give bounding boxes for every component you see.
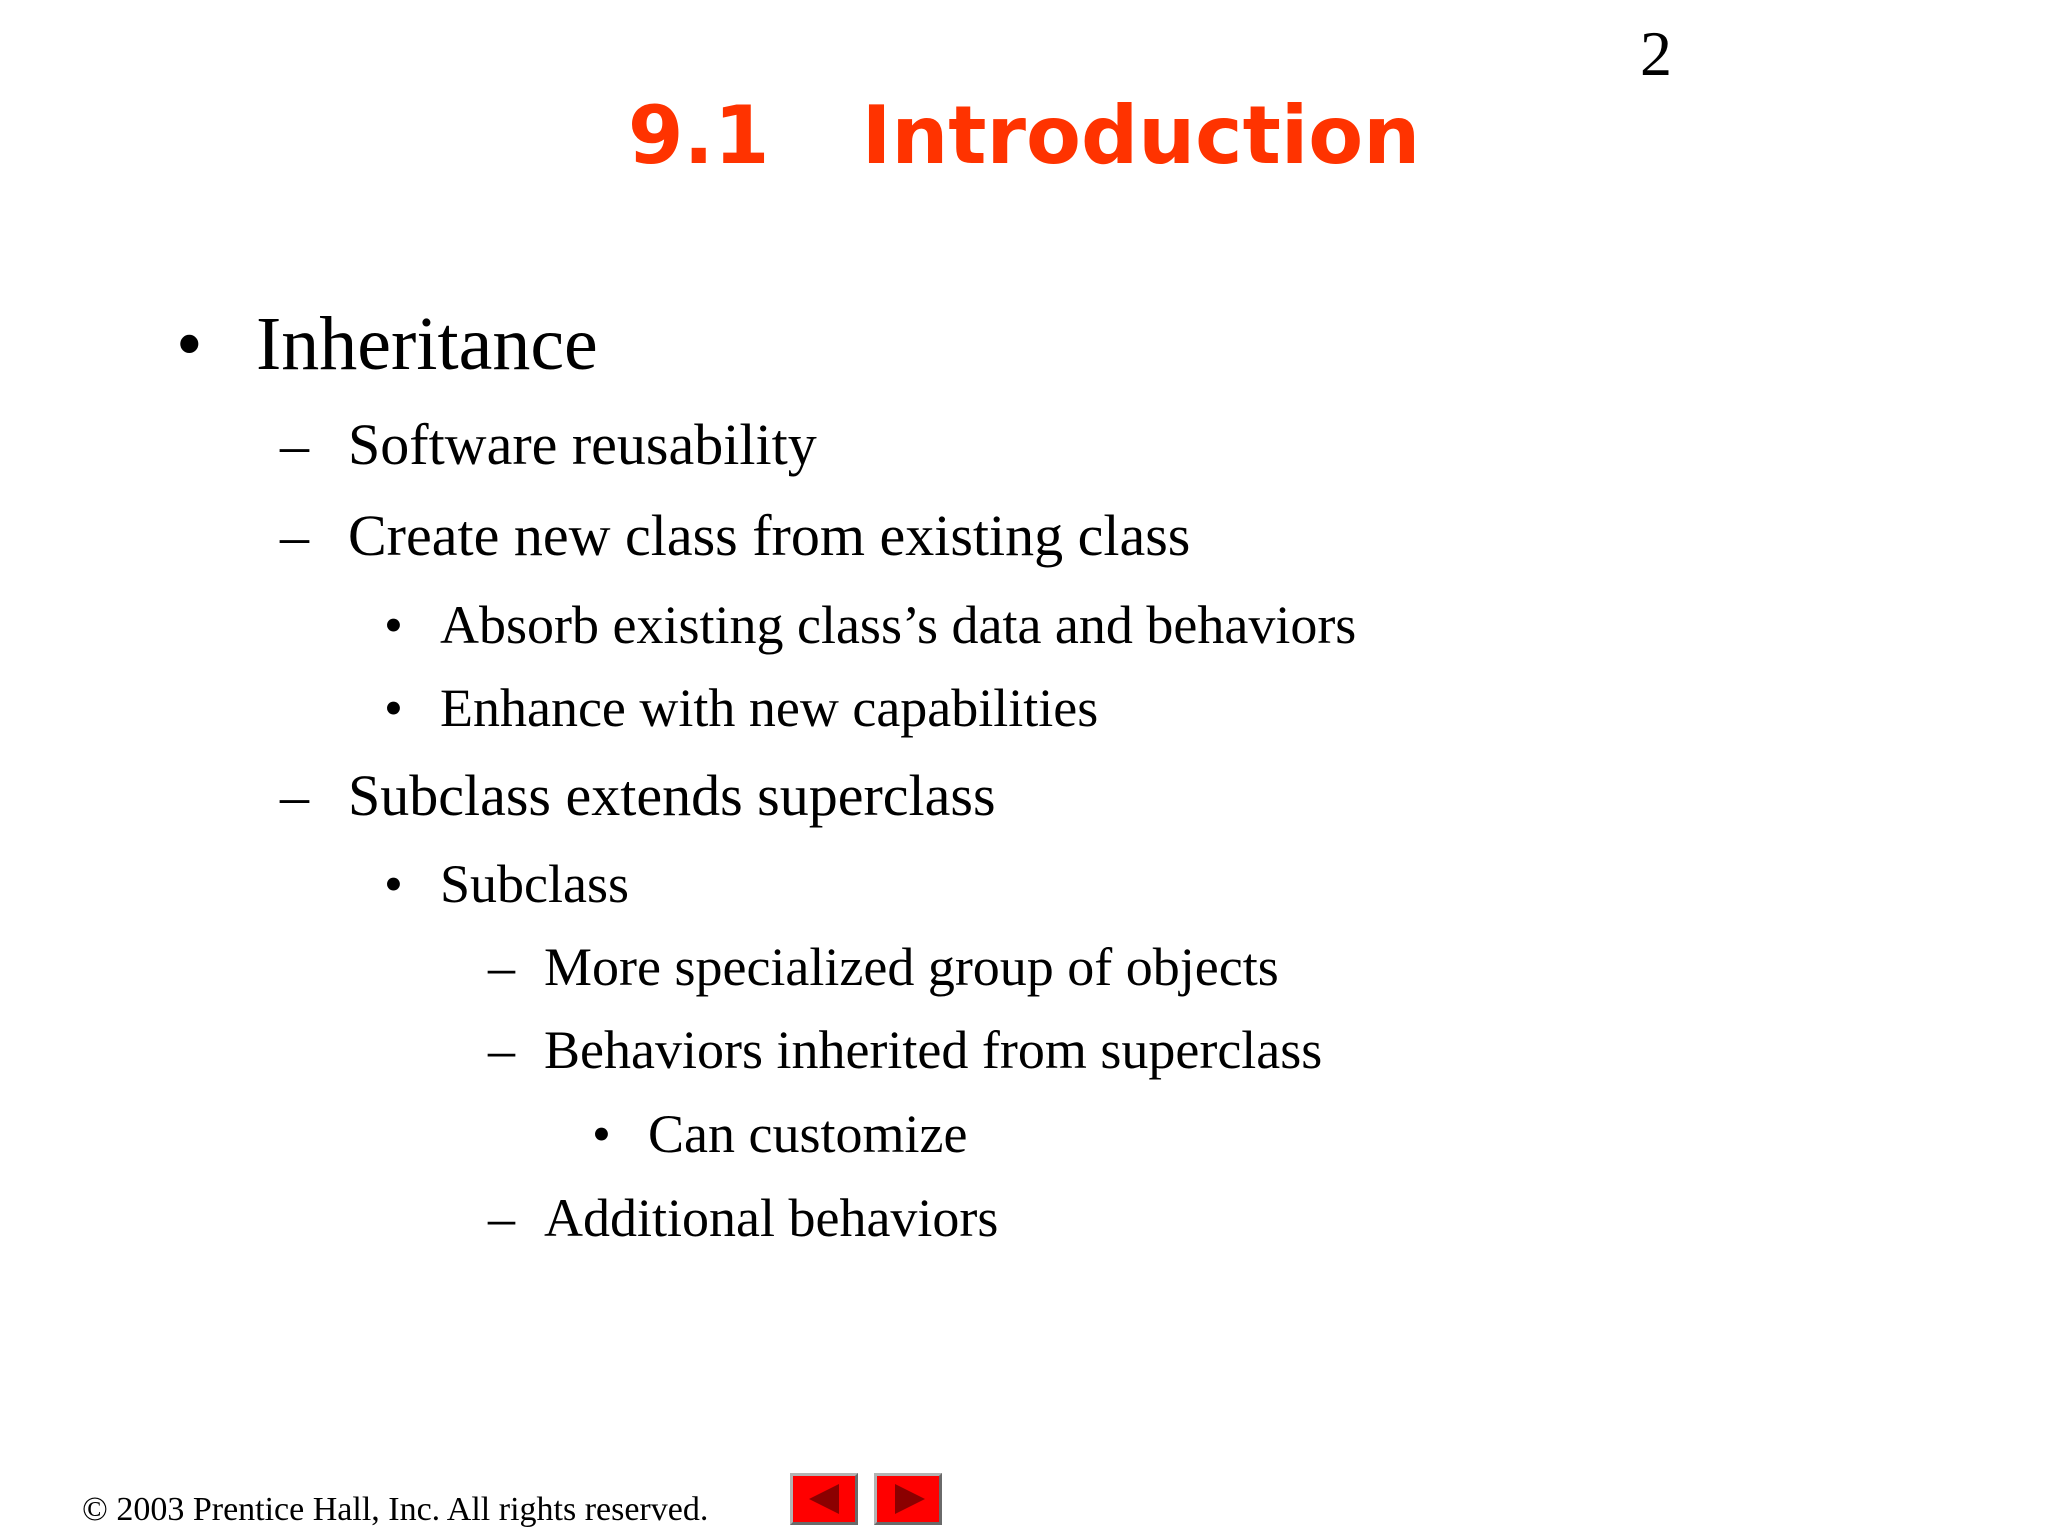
bullet-dot: • [592,1104,611,1164]
outline-item-text: Software reusability [348,412,817,477]
bullet-dot: • [384,595,403,655]
outline-item-create-new-class [280,503,1191,568]
triangle-left-icon [793,1476,855,1522]
bullet-dash: – [280,412,309,477]
outline-item-text: Subclass [440,854,629,914]
bullet-dash: – [488,937,515,997]
outline-item-inheritance [176,302,598,386]
bullet-dash: – [280,763,309,828]
next-slide-button[interactable] [874,1473,942,1525]
section-number: 9.1 [627,89,770,182]
outline-item-subclass-extends [280,763,996,828]
outline-item-text: Enhance with new capabilities [440,678,1099,738]
outline-item-text: Additional behaviors [544,1188,999,1248]
slide-title [0,89,2048,182]
bullet-dot: • [176,302,203,386]
bullet-dash: – [488,1188,515,1248]
outline-item-additional-behaviors [488,1188,999,1248]
outline-item-software-reusability [280,412,817,477]
outline-item-text: Create new class from existing class [348,503,1191,568]
slide-number: 2 [1640,18,1672,89]
outline-item-can-customize [592,1104,968,1164]
outline-item-enhance [384,678,1099,738]
outline-item-text: More specialized group of objects [544,937,1279,997]
outline-item-absorb [384,595,1357,655]
bullet-dot: • [384,854,403,914]
previous-slide-button[interactable] [790,1473,858,1525]
copyright-notice: © 2003 Prentice Hall, Inc. All rights reserved. [82,1491,709,1528]
bullet-dash: – [280,503,309,568]
outline-item-text: Absorb existing class’s data and behaviors [440,595,1357,655]
section-title: Introduction [861,89,1421,182]
outline-item-text: Can customize [648,1104,968,1164]
outline-item-text: Inheritance [256,302,598,386]
bullet-dot: • [384,678,403,738]
outline-item-text: Subclass extends superclass [348,763,996,828]
outline-item-more-specialized [488,937,1279,997]
outline-item-text: Behaviors inherited from superclass [544,1020,1323,1080]
outline-item-behaviors-inherited [488,1020,1323,1080]
triangle-right-icon [877,1476,939,1522]
bullet-dash: – [488,1020,515,1080]
outline-item-subclass [384,854,629,914]
